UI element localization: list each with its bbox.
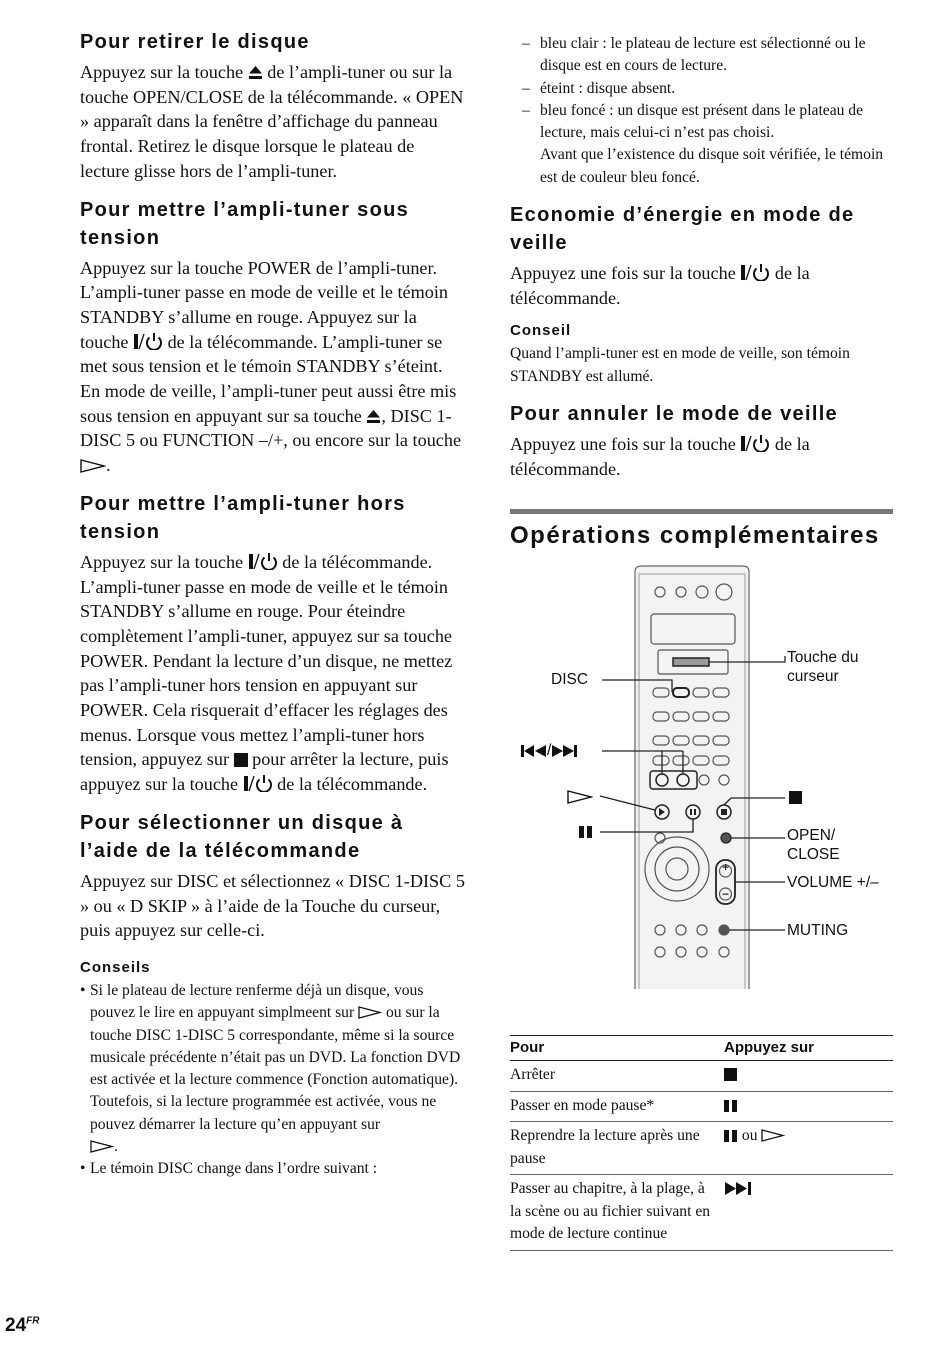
callout-volume: VOLUME +/– xyxy=(787,874,879,892)
tip-item: • Le témoin DISC change dans l’ordre suivant : xyxy=(80,1158,465,1180)
chapter-title: Opérations complémentaires xyxy=(510,522,880,550)
section-body: Appuyez une fois sur la touche de la télécommande. xyxy=(510,263,810,308)
previous-icon xyxy=(521,745,547,757)
pause-icon xyxy=(724,1100,738,1112)
callout-disc: DISC xyxy=(551,671,589,689)
column-header: Appuyez sur xyxy=(724,1036,893,1061)
dash-item: – éteint : disque absent. xyxy=(510,78,893,100)
power-icon xyxy=(248,552,278,570)
disc-indicator-list xyxy=(510,33,893,189)
next-icon xyxy=(551,745,577,757)
power-icon xyxy=(740,434,770,452)
power-icon xyxy=(133,332,163,350)
section-title: Economie d’énergie en mode de veille xyxy=(510,204,855,255)
play-icon xyxy=(90,1140,114,1153)
right-column xyxy=(510,33,893,989)
key-cell xyxy=(724,1175,893,1251)
action-cell: Passer au chapitre, à la plage, à la scène ou au fichier suivant en mode de lecture continue xyxy=(510,1175,724,1251)
title-rule xyxy=(510,509,893,514)
table-row xyxy=(510,1175,893,1251)
action-cell: Passer en mode pause* xyxy=(510,1091,724,1122)
pause-icon xyxy=(724,1130,738,1142)
section-cancel-standby xyxy=(510,400,893,481)
section-power-on xyxy=(80,196,465,478)
operations-table xyxy=(510,1035,893,1251)
action-cell: Reprendre la lecture après une pause xyxy=(510,1122,724,1175)
section-body: Appuyez sur la touche de la télécommande. L’ampli-tuner passe en mode de veille et le témoin STANDBY s’allume en rouge. Pour éteindre complètement l’ampli-tuner, appuyez sur sa touche POWER. Pendant la lecture d’un disque, ne mettez pas l’ampli-tuner hors tension en appuyant sur POWER. Cela risquerait d’effacer les réglages des menus. Lorsque vous mettez l’ampli-tuner hors tension, appuyez sur pour arrêter la lecture, puis appuyez sur la touche de la télécommande. xyxy=(80,551,453,795)
tips-block xyxy=(80,959,465,1181)
tips-title: Conseils xyxy=(80,958,151,976)
section-energy-saving xyxy=(510,201,893,310)
power-icon xyxy=(740,263,770,281)
callout-cursor: Touche du curseur xyxy=(787,649,859,686)
section-body: Appuyez sur DISC et sélectionnez « DISC 1-DISC 5 » ou « D SKIP » à l’aide de la Touche du curseur, puis appuyez sur celle-ci. xyxy=(80,870,465,941)
play-icon xyxy=(567,790,593,804)
key-cell: ou xyxy=(724,1122,893,1175)
section-remove-disc xyxy=(80,28,465,184)
tip-item: • Si le plateau de lecture renferme déjà un disque, vous pouvez le lire en appuyant simplmeent sur ou sur la touche DISC 1-DISC 5 correspondante, même si la source musicale précédente n’était pas un DVD. La fonction DVD est activée et la lecture commence (Fonction automatique). Toutefois, si la lecture programmée est activée, vous ne pouvez démarrer la lecture qu’en appuyant sur . xyxy=(80,980,465,1158)
table-row xyxy=(510,1061,893,1092)
section-title: Pour mettre l’ampli-tuner sous tension xyxy=(80,198,410,249)
section-title: Pour annuler le mode de veille xyxy=(510,403,838,426)
remote-illustration xyxy=(510,564,893,989)
callout-open-close: OPEN/ CLOSE xyxy=(787,827,840,864)
play-icon xyxy=(358,1006,382,1019)
stop-icon xyxy=(234,753,248,767)
callout-skip: / xyxy=(521,741,577,760)
key-cell xyxy=(724,1091,893,1122)
section-body: Appuyez sur la touche POWER de l’ampli-tuner. L’ampli-tuner passe en mode de veille et le témoin STANDBY s’allume en rouge. Appuyez sur la touche de la télécommande. L’ampli-tuner se met sous tension et le témoin STANDBY s’éteint. En mode de veille, l’ampli-tuner peut aussi être mis sous tension en appuyant sur sa touche , DISC 1-DISC 5 ou FUNCTION –/+, ou encore sur la touche . xyxy=(80,257,462,476)
play-icon xyxy=(761,1129,785,1142)
pause-icon xyxy=(579,826,593,838)
table-row xyxy=(510,1091,893,1122)
section-body: Appuyez une fois sur la touche de la télécommande. xyxy=(510,434,810,479)
action-cell: Arrêter xyxy=(510,1061,724,1092)
conseil-title: Conseil xyxy=(510,322,572,340)
key-cell xyxy=(724,1061,893,1092)
section-select-disc xyxy=(80,809,465,943)
stop-icon xyxy=(724,1068,737,1081)
page-number: $24^{FR}$ xyxy=(5,1315,40,1336)
column-header: Pour xyxy=(510,1036,724,1061)
dash-item: – bleu foncé : un disque est présent dans le plateau de lecture, mais celui-ci n’est pas choisi. Avant que l’existence du disque soit vérifiée, le témoin est de couleur bleu foncé. xyxy=(510,100,893,189)
stop-icon xyxy=(789,791,802,804)
eject-icon xyxy=(248,65,263,80)
play-icon xyxy=(80,459,106,473)
section-power-off xyxy=(80,490,465,797)
left-column xyxy=(80,28,465,1181)
section-title: Pour retirer le disque xyxy=(80,31,310,53)
conseil-text: Quand l’ampli-tuner est en mode de veille, son témoin STANDBY est allumé. xyxy=(510,345,850,385)
section-body: Appuyez sur la touche de l’ampli-tuner ou sur la touche OPEN/CLOSE de la télécommande. « OPEN » apparaît dans la fenêtre d’affichage du panneau frontal. Retirez le disque lorsque le plateau de lecture glisse hors de l’ampli-tuner. xyxy=(80,62,464,181)
callout-muting: MUTING xyxy=(787,922,849,940)
table-row xyxy=(510,1122,893,1175)
section-title: Pour sélectionner un disque à l’aide de la télécommande xyxy=(80,811,404,862)
conseil-block xyxy=(510,322,893,388)
table-header-row xyxy=(510,1036,893,1061)
eject-icon xyxy=(366,409,381,424)
power-icon xyxy=(243,774,273,792)
next-icon xyxy=(724,1182,752,1195)
dash-item: – bleu clair : le plateau de lecture est sélectionné ou le disque est en cours de lecture. xyxy=(510,33,893,78)
section-title: Pour mettre l’ampli-tuner hors tension xyxy=(80,492,406,543)
